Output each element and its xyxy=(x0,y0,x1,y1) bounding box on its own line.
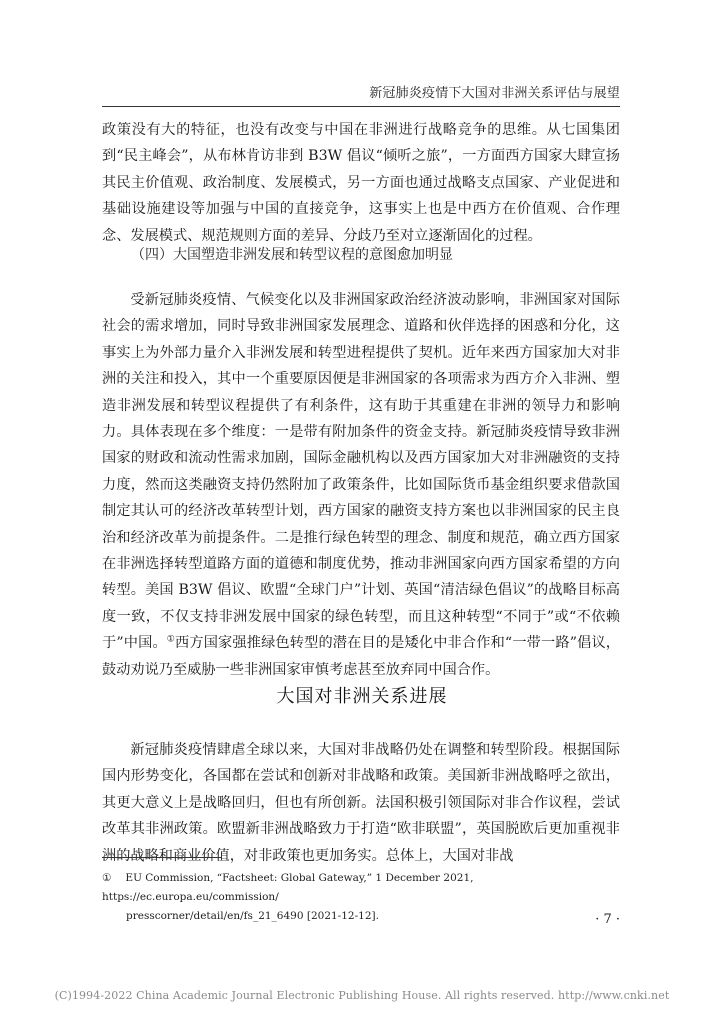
page-number: · 7 · xyxy=(595,912,620,927)
footnote-line-2: presscorner/detail/en/fs_21_6490 [2021-12-12]. xyxy=(126,910,379,922)
footnote-rule xyxy=(102,857,222,858)
footnote-marker: ① xyxy=(102,872,112,884)
footnote xyxy=(102,869,622,926)
footnote-text-1: EU Commission, “Factsheet: Global Gateway,” 1 December 2021, https://ec.europa.eu/commission/ xyxy=(102,872,474,903)
footnote-line-1 xyxy=(102,869,622,907)
subheading: （四）大国塑造非洲发展和转型议程的意图愈加明显 xyxy=(131,247,453,263)
running-header: 新冠肺炎疫情下大国对非洲关系评估与展望 xyxy=(369,86,620,101)
paragraph-1: 政策没有大的特征，也没有改变与中国在非洲进行战略竞争的思维。从七国集团到“民主峰会”，从布林肯访非到 B3W 倡议“倾听之旅”，一方面西方国家大肆宣扬其民主价值观、政治制度、发展模式，另一方面也通过战略支点国家、产业促进和基础设施建设等加强与中国的直接竞争，这事实上也是中西方在价值观、合作理念、发展模式、规范规则方面的差异、分歧乃至对立逐渐固化的过程。 xyxy=(102,122,620,244)
paragraph-2-part-a: 受新冠肺炎疫情、气候变化以及非洲国家政治经济波动影响，非洲国家对国际社会的需求增加，同时导致非洲国家发展理念、道路和伙伴选择的困惑和分化，这事实上为外部力量介入非洲发展和转型进程提供了契机。近年来西方国家加大对非洲的关注和投入，其中一个重要原因便是非洲国家的各项需求为西方介入非洲、塑造非洲发展和转型议程提供了有利条件，这有助于其重建在非洲的领导力和影响力。具体表现在多个维度：一是带有附加条件的资金支持。新冠肺炎疫情导致非洲国家的财政和流动性需求加剧，国际金融机构以及西方国家加大对非洲融资的支持力度，然而这类融资支持仍然附加了政策条件，比如国际货币基金组织要求借款国制定其认可的经济改革转型计划，西方国家的融资支持方案也以非洲国家的民主良治和经济改革为前提条件。二是推行绿色转型的理念、制度和规范，确立西方国家在非洲选择转型道路方面的道德和制度优势，推动非洲国家向西方国家希望的方向转型。美国 B3W 倡议、欧盟“全球门户”计划、英国“清洁绿色倡议”的战略目标高度一致，不仅支持非洲发展中国家的绿色转型，而且这种转型“不同于”或“不依赖于”中国。 xyxy=(102,292,620,652)
paragraph-2 xyxy=(102,287,620,683)
header-rule xyxy=(102,106,620,107)
watermark: (C)1994-2022 China Academic Journal Electronic Publishing House. All rights reserved. http://www.cnki.net xyxy=(54,989,670,1002)
paragraph-2-part-b: 西方国家强推绿色转型的潜在目的是矮化中非合作和“一带一路”倡议，鼓动劝说乃至威胁一些非洲国家审慎考虑甚至放弃同中国合作。 xyxy=(102,635,620,678)
section-title: 大国对非洲关系进展 xyxy=(276,686,448,707)
paragraph-3: 新冠肺炎疫情肆虐全球以来，大国对非战略仍处在调整和转型阶段。根据国际国内形势变化，各国都在尝试和创新对非战略和政策。美国新非洲战略呼之欲出，其更大意义上是战略回归，但也有所创新。法国积极引领国际对非合作议程，尝试改革其非洲政策。欧盟新非洲战略致力于打造“欧非联盟”，英国脱欧后更加重视非洲的战略和商业价值，对非政策也更加务实。总体上，大国对非战 xyxy=(102,742,620,864)
footnote-reference[interactable]: ① xyxy=(166,634,176,645)
